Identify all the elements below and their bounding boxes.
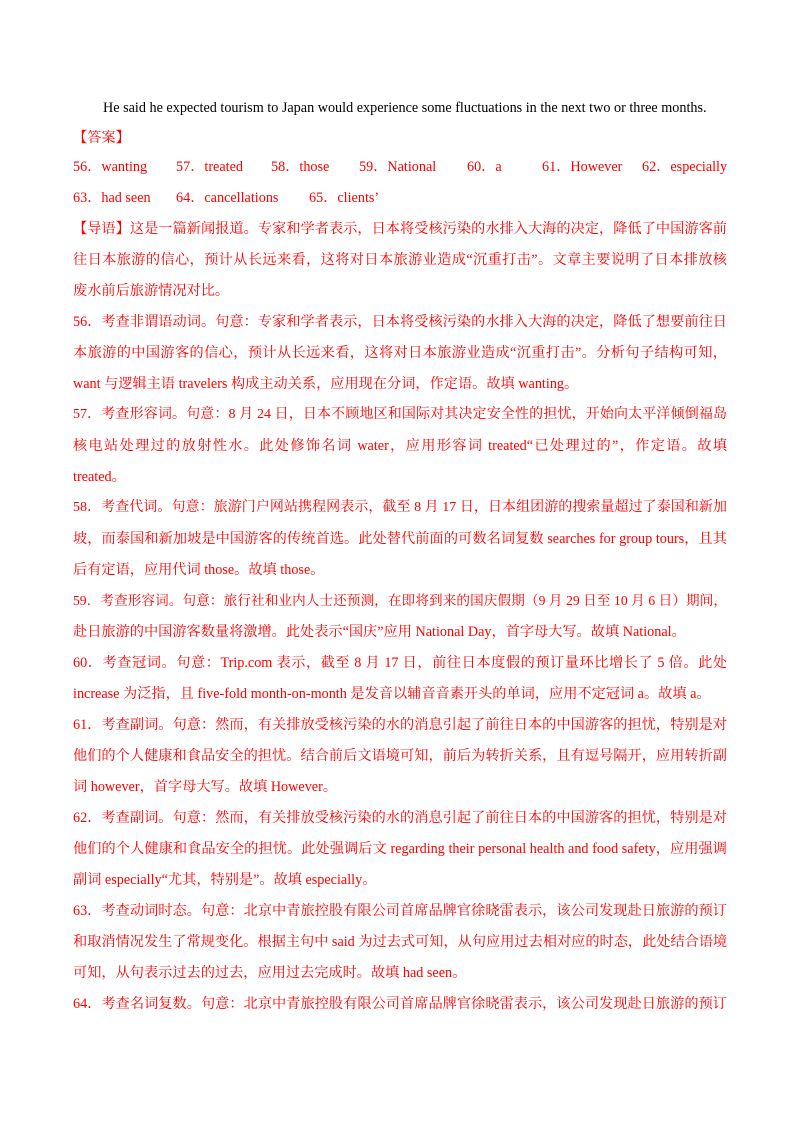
explanation-line: 本旅游的中国游客的信心，预计从长远来看，这将对日本旅游业造成“沉重打击”。分析句子结构可知， (73, 345, 727, 361)
answer-60: 60．a (467, 159, 502, 175)
answer-65: 65．clients’ (309, 190, 380, 206)
explanation-line: 59．考查形容词。句意：旅行社和业内人士还预测，在即将到来的国庆假期（9 月 29 日至 10 月 6 日）期间， (73, 593, 727, 608)
answer-64: 64．cancellations (176, 190, 279, 206)
explanation-line: 61．考查副词。句意：然而，有关排放受核污染的水的消息引起了前往日本的中国游客的担忧，特别是对 (73, 717, 727, 733)
intro-sentence: He said he expected tourism to Japan would experience some fluctuations in the next two or three months. (103, 100, 707, 116)
explanation-line: 57．考查形容词。句意：8 月 24 日，日本不顾地区和国际对其决定安全性的担忧，开始向太平洋倾倒福岛 (73, 407, 727, 422)
answer-58: 58．those (271, 159, 330, 175)
explanation-line: 废水前后旅游情况对比。 (73, 283, 230, 299)
explanation-line: 赴日旅游的中国游客数量将激增。此处表示“国庆”应用 National Day，首字母大写。故填 National。 (73, 624, 686, 640)
explanation-line: 他们的个人健康和食品安全的担忧。结合前后文语境可知，前后为转折关系，且有逗号隔开，应用转折副 (73, 748, 727, 764)
answer-heading: 【答案】 (73, 130, 130, 146)
explanation-line: 63．考查动词时态。句意：北京中青旅控股有限公司首席品牌官徐晓雷表示，该公司发现赴日旅游的预订 (73, 903, 727, 919)
answer-62: 62．especially (642, 159, 728, 175)
answer-56: 56．wanting (73, 159, 148, 175)
explanation-line: 他们的个人健康和食品安全的担忧。此处强调后文 regarding their personal health and food safety，应用强调 (73, 841, 727, 857)
explanation-line: increase 为泛指，且 five-fold month-on-month 是发音以辅音音素开头的单词，应用不定冠词 a。故填 a。 (73, 686, 711, 702)
answer-61: 61．However (542, 159, 623, 175)
explanation-line: 62．考查副词。句意：然而，有关排放受核污染的水的消息引起了前往日本的中国游客的担忧，特别是对 (73, 810, 727, 826)
explanation-line: treated。 (73, 469, 126, 485)
explanation-line: 副词 especially“尤其，特别是”。故填 especially。 (73, 872, 377, 888)
explanation-line: 可知，从句表示过去的过去，应用过去完成时。故填 had seen。 (73, 965, 467, 981)
explanation-line: 60．考查冠词。句意：Trip.com 表示，截至 8 月 17 日，前往日本度假的预订量环比增长了 5 倍。此处 (73, 655, 727, 671)
explanation-line: 词 however，首字母大写。故填 However。 (73, 779, 338, 795)
answer-57: 57．treated (176, 159, 243, 175)
answer-59: 59．National (359, 159, 437, 175)
explanation-line: 【导语】这是一篇新闻报道。专家和学者表示，日本将受核污染的水排入大海的决定，降低了中国游客前 (73, 221, 727, 237)
explanation-line: 56．考查非谓语动词。句意：专家和学者表示，日本将受核污染的水排入大海的决定，降低了想要前往日 (73, 314, 727, 330)
explanation-line: 58．考查代词。句意：旅游门户网站携程网表示，截至 8 月 17 日，日本组团游的搜索量超过了泰国和新加 (73, 500, 727, 515)
explanation-line: 64．考查名词复数。句意：北京中青旅控股有限公司首席品牌官徐晓雷表示，该公司发现赴日旅游的预订 (73, 996, 727, 1012)
explanation-line: 核电站处理过的放射性水。此处修饰名词 water，应用形容词 treated“已处理过的”，作定语。故填 (73, 438, 727, 454)
explanation-line: 往日本旅游的信心，预计从长远来看，这将对日本旅游业造成“沉重打击”。文章主要说明了日本排放核 (73, 252, 727, 268)
explanation-line: want 与逻辑主语 travelers 构成主动关系，应用现在分词，作定语。故填 wanting。 (73, 376, 579, 392)
answer-63: 63．had seen (73, 190, 151, 206)
explanation-line: 和取消情况发生了常规变化。根据主句中 said 为过去式可知，从句应用过去相对应的时态，此处结合语境 (73, 934, 728, 950)
explanation-line: 坡，而泰国和新加坡是中国游客的传统首选。此处替代前面的可数名词复数 searches for group tours，且其 (73, 531, 727, 547)
explanation-line: 后有定语，应用代词 those。故填 those。 (73, 562, 325, 578)
